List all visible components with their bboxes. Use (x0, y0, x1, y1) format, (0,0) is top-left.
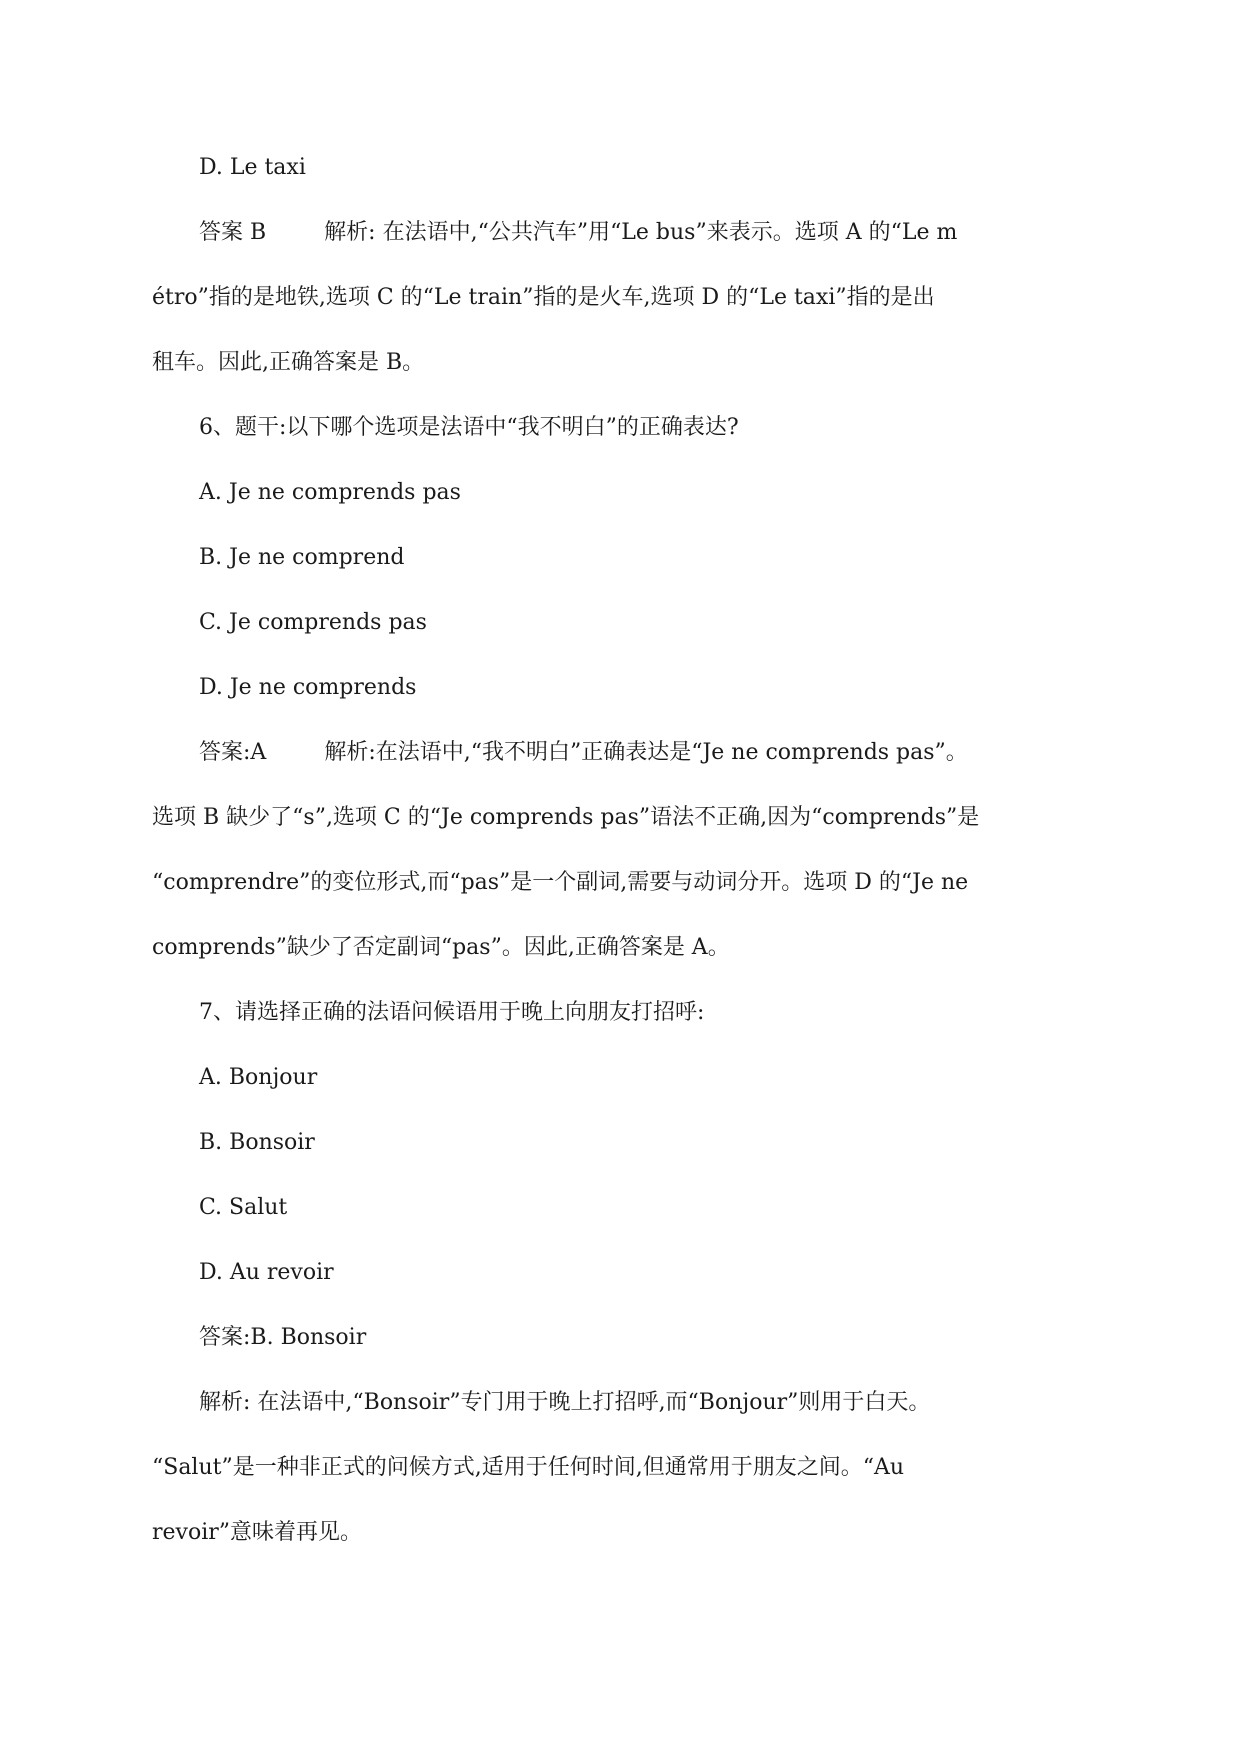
q7-stem: 7、请选择正确的法语问候语用于晚上向朋友打招呼: (199, 1000, 705, 1025)
q7-option-c: C. Salut (199, 1195, 288, 1220)
q5-option-d: D. Le taxi (199, 155, 306, 180)
q6-analysis-line-3: “comprendre”的变位形式,而“pas”是一个副词,需要与动词分开。选项 D 的“Je ne (152, 870, 969, 895)
q7-option-b: B. Bonsoir (199, 1130, 315, 1155)
q7-option-a: A. Bonjour (199, 1065, 318, 1090)
q6-analysis-line-4: comprends”缺少了否定副词“pas”。因此,正确答案是 A。 (152, 935, 730, 960)
q7-analysis-line-3: revoir”意味着再见。 (152, 1520, 363, 1545)
q6-option-b: B. Je ne comprend (199, 545, 405, 570)
q5-analysis-line-1: 解析: 在法语中,“公共汽车”用“Le bus”来表示。选项 A 的“Le m (324, 220, 958, 245)
q6-stem: 6、题干:以下哪个选项是法语中“我不明白”的正确表达? (199, 415, 739, 440)
q6-option-d: D. Je ne comprends (199, 675, 417, 700)
q5-analysis-line-3: 租车。因此,正确答案是 B。 (152, 350, 425, 375)
q5-analysis-line-2: étro”指的是地铁,选项 C 的“Le train”指的是火车,选项 D 的“Le taxi”指的是出 (152, 285, 935, 310)
q5-answer-line (152, 200, 1102, 265)
q7-option-d: D. Au revoir (199, 1260, 334, 1285)
q6-option-c: C. Je comprends pas (199, 610, 427, 635)
q6-option-a: A. Je ne comprends pas (199, 480, 461, 505)
q6-answer-line (152, 720, 1102, 785)
q7-analysis-line-2: “Salut”是一种非正式的问候方式,适用于任何时间,但通常用于朋友之间。“Au (152, 1455, 905, 1480)
q7-answer: 答案:B. Bonsoir (199, 1325, 367, 1350)
document-page (152, 135, 1102, 1565)
q6-analysis-line-1: 解析:在法语中,“我不明白”正确表达是“Je ne comprends pas”。 (324, 740, 968, 765)
q6-analysis-line-2: 选项 B 缺少了“s”,选项 C 的“Je comprends pas”语法不正确,因为“comprends”是 (152, 805, 980, 830)
q7-analysis-line-1: 解析: 在法语中,“Bonsoir”专门用于晚上打招呼,而“Bonjour”则用于白天。 (199, 1390, 931, 1415)
q6-answer-label: 答案:A (199, 740, 267, 765)
q5-answer-label: 答案 B (199, 220, 267, 245)
